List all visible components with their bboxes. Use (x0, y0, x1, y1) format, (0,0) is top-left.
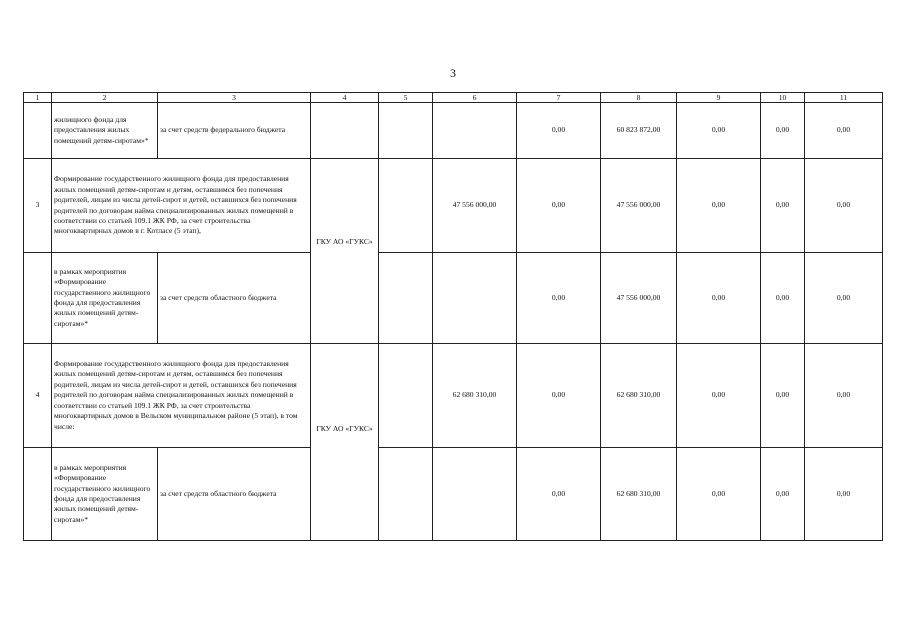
organization-cell: ГКУ АО «ГУКС» (311, 159, 379, 344)
funding-source-cell: за счет средств областного бюджета (158, 448, 311, 541)
funding-source-cell: за счет средств областного бюджета (158, 253, 311, 344)
activity-name-cell: Формирование государственного жилищного фонда для предоставления жилых помещений детям-сиротам и детям, оставшимся без попечения родителей, лицам из числа детей-сирот и детей, оставшихся без попечения родителей по договорам найма специализированных жилых помещений в соответствии со статьей 109.1 ЖК РФ, за счет строительства многоквартирных домов в Вельском муниципальном районе (5 этап), в том числе: (52, 344, 311, 448)
value-cell-8: 62 680 310,00 (601, 448, 677, 541)
value-cell-11: 0,00 (805, 103, 883, 159)
value-cell-7: 0,00 (517, 159, 601, 253)
organization-cell: ГКУ АО «ГУКС» (311, 344, 379, 541)
table-row (24, 344, 883, 448)
table-row (24, 448, 883, 541)
column-header: 9 (677, 93, 761, 103)
value-cell-10: 0,00 (761, 253, 805, 344)
value-cell-8: 60 823 872,00 (601, 103, 677, 159)
table-row (24, 253, 883, 344)
value-cell-6 (433, 103, 517, 159)
column-header: 5 (379, 93, 433, 103)
table-row (24, 103, 883, 159)
column-number-row (24, 93, 883, 103)
column-header: 11 (805, 93, 883, 103)
value-cell-8: 47 556 000,00 (601, 253, 677, 344)
value-cell-5 (379, 344, 433, 448)
activity-name-cell: жилищного фонда для предоставления жилых помещений детям-сиротам»* (52, 103, 158, 159)
value-cell-6: 62 680 310,00 (433, 344, 517, 448)
table-row (24, 159, 883, 253)
value-cell-9: 0,00 (677, 253, 761, 344)
column-header: 10 (761, 93, 805, 103)
value-cell-10: 0,00 (761, 344, 805, 448)
activity-name-cell: Формирование государственного жилищного фонда для предоставления жилых помещений детям-сиротам и детям, оставшимся без попечения родителей, лицам из числа детей-сирот и детей, оставшихся без попечения родителей по договорам найма специализированных жилых помещений в соответствии со статьей 109.1 ЖК РФ, за счет строительства многоквартирных домов в г. Котласе (5 этап), (52, 159, 311, 253)
column-header: 2 (52, 93, 158, 103)
row-number-cell: 3 (24, 159, 52, 253)
value-cell-11: 0,00 (805, 159, 883, 253)
value-cell-9: 0,00 (677, 159, 761, 253)
activity-name-cell: в рамках мероприятия «Формирование государственного жилищного фонда для предоставления жилых помещений детям-сиротам»* (52, 253, 158, 344)
row-number-cell (24, 103, 52, 159)
value-cell-10: 0,00 (761, 448, 805, 541)
value-cell-5 (379, 448, 433, 541)
value-cell-7: 0,00 (517, 253, 601, 344)
column-header: 4 (311, 93, 379, 103)
column-header: 8 (601, 93, 677, 103)
value-cell-5 (379, 159, 433, 253)
row-number-cell (24, 448, 52, 541)
budget-table (23, 92, 883, 541)
value-cell-7: 0,00 (517, 448, 601, 541)
value-cell-6 (433, 448, 517, 541)
value-cell-10: 0,00 (761, 159, 805, 253)
row-number-cell (24, 253, 52, 344)
value-cell-6: 47 556 000,00 (433, 159, 517, 253)
value-cell-11: 0,00 (805, 344, 883, 448)
value-cell-9: 0,00 (677, 448, 761, 541)
value-cell-11: 0,00 (805, 253, 883, 344)
value-cell-11: 0,00 (805, 448, 883, 541)
column-header: 3 (158, 93, 311, 103)
value-cell-7: 0,00 (517, 344, 601, 448)
activity-name-cell: в рамках мероприятия «Формирование государственного жилищного фонда для предоставления жилых помещений детям-сиротам»* (52, 448, 158, 541)
page-number: 3 (450, 66, 456, 80)
column-header: 7 (517, 93, 601, 103)
value-cell-6 (433, 253, 517, 344)
funding-source-cell: за счет средств федерального бюджета (158, 103, 311, 159)
value-cell-8: 47 556 000,00 (601, 159, 677, 253)
organization-cell (311, 103, 379, 159)
value-cell-9: 0,00 (677, 344, 761, 448)
value-cell-9: 0,00 (677, 103, 761, 159)
column-header: 1 (24, 93, 52, 103)
column-header: 6 (433, 93, 517, 103)
value-cell-8: 62 680 310,00 (601, 344, 677, 448)
value-cell-5 (379, 253, 433, 344)
value-cell-7: 0,00 (517, 103, 601, 159)
value-cell-5 (379, 103, 433, 159)
row-number-cell: 4 (24, 344, 52, 448)
value-cell-10: 0,00 (761, 103, 805, 159)
